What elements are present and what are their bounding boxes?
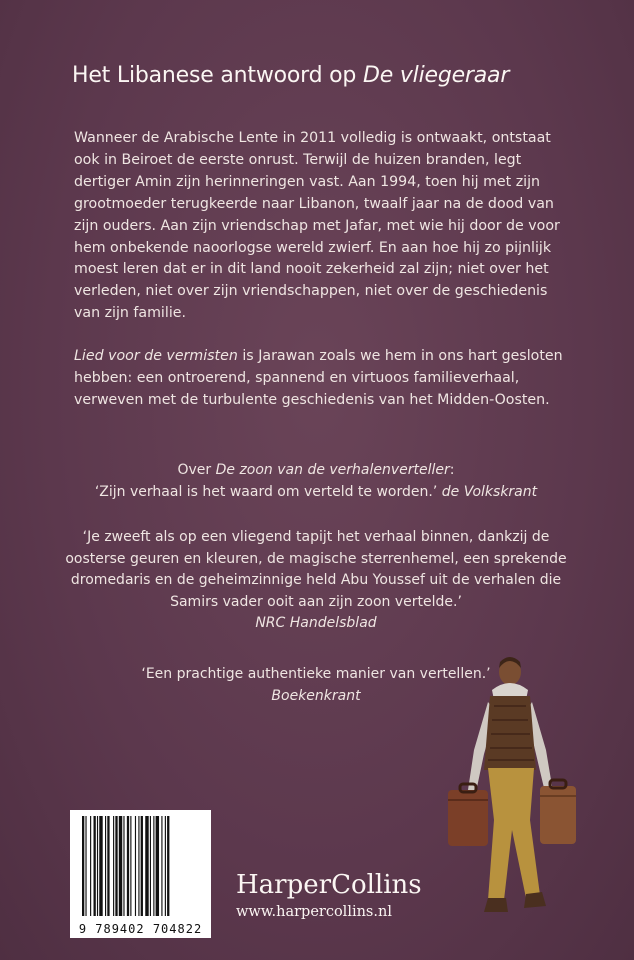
headline-text: Het Libanese antwoord op [72, 63, 363, 88]
quote-1-source: de Volkskrant [441, 483, 538, 500]
blurb-paragraph-1: Wanneer de Arabische Lente in 2011 volledig is ontwaakt, ontstaat ook in Beiroet de eerste onrust. Terwijl de huizen branden, legt dertiger Amin zijn herinneringen vast. Aan 1994, toen hij met zijn grootmoeder terugkeerde naar Libanon, twaalf jaar na de dood van zijn ouders. Aan zijn vriendschap met Jafar, met wie hij door de voor hem onbekende naoorlogse wereld zwierf. En aan hoe hij zo pijnlijk moest leren dat er in dit land nooit zekerheid zal zijn; niet over het verleden, niet over zijn vriendschappen, niet over de geschiedenis van zijn familie. [74, 130, 560, 322]
quote-1-colon: : [449, 462, 455, 478]
barcode-bar [145, 816, 148, 916]
barcode-bar [105, 816, 106, 916]
quote-2-text: ‘Je zweeft als op een vliegend tapijt het verhaal binnen, dankzij de oosterse geuren en kleuren, de magische sterrenhemel, een sprekende dromedaris en de geheimzinnige held Abu Youssef uit de verhalen die Samirs vader ooit aan zijn zoon vertelde.’ [65, 529, 567, 610]
barcode-bar [161, 816, 162, 916]
barcode-bar [150, 816, 151, 916]
barcode-bar [82, 816, 84, 916]
barcode-bar [123, 816, 124, 916]
barcode-bar [167, 816, 169, 916]
headline-book-title: De vliegeraar [362, 63, 510, 88]
quote-2-source: NRC Handelsblad [255, 615, 377, 631]
blurb-paragraph-2-text: is Jarawan zoals we hem in ons hart gesloten hebben: een ontroerend, spannend en virtuoos familieverhaal, verweven met de turbulente geschiedenis van het Midden-Oosten. [74, 348, 563, 408]
barcode-bar [153, 816, 154, 916]
quote-3-source: Boekenkrant [271, 687, 361, 704]
quote-1-book: De zoon van de verhalenverteller [215, 462, 450, 478]
barcode-bar [135, 816, 136, 916]
isbn-number: 9 789402 704822 [78, 922, 203, 936]
barcode-bar [165, 816, 166, 916]
barcode-bar [127, 816, 129, 916]
barcode-bar [85, 816, 86, 916]
blurb-paragraph-2 [74, 346, 574, 412]
publisher-url[interactable]: www.harpercollins.nl [236, 904, 392, 920]
book-title: Lied voor de vermisten [74, 348, 238, 364]
review-quote-2 [60, 527, 572, 635]
walking-man-icon [448, 650, 578, 950]
barcode-icon [82, 816, 199, 916]
barcode-bar [130, 816, 131, 916]
barcode-bar [119, 816, 122, 916]
walking-man-illustration [448, 650, 578, 954]
quote-1-prefix: Over [177, 462, 216, 478]
quote-1-text: ‘Zijn verhaal is het waard om verteld te worden.’ [94, 483, 442, 500]
barcode-bar [138, 816, 139, 916]
barcode-bar [94, 816, 96, 916]
barcode-bar [99, 816, 102, 916]
headline [72, 63, 509, 88]
barcode-bar [97, 816, 98, 916]
barcode-bar [107, 816, 109, 916]
quote-3-text: ‘Een prachtige authentieke manier van vertellen.’ [141, 666, 491, 682]
barcode-bar [156, 816, 159, 916]
publisher-logo: HarperCollins [236, 870, 422, 900]
review-quote-1 [60, 460, 572, 503]
barcode-bar [90, 816, 91, 916]
barcode-bar [141, 816, 143, 916]
isbn-barcode [70, 810, 211, 938]
barcode-bar [113, 816, 114, 916]
barcode-bar [115, 816, 117, 916]
